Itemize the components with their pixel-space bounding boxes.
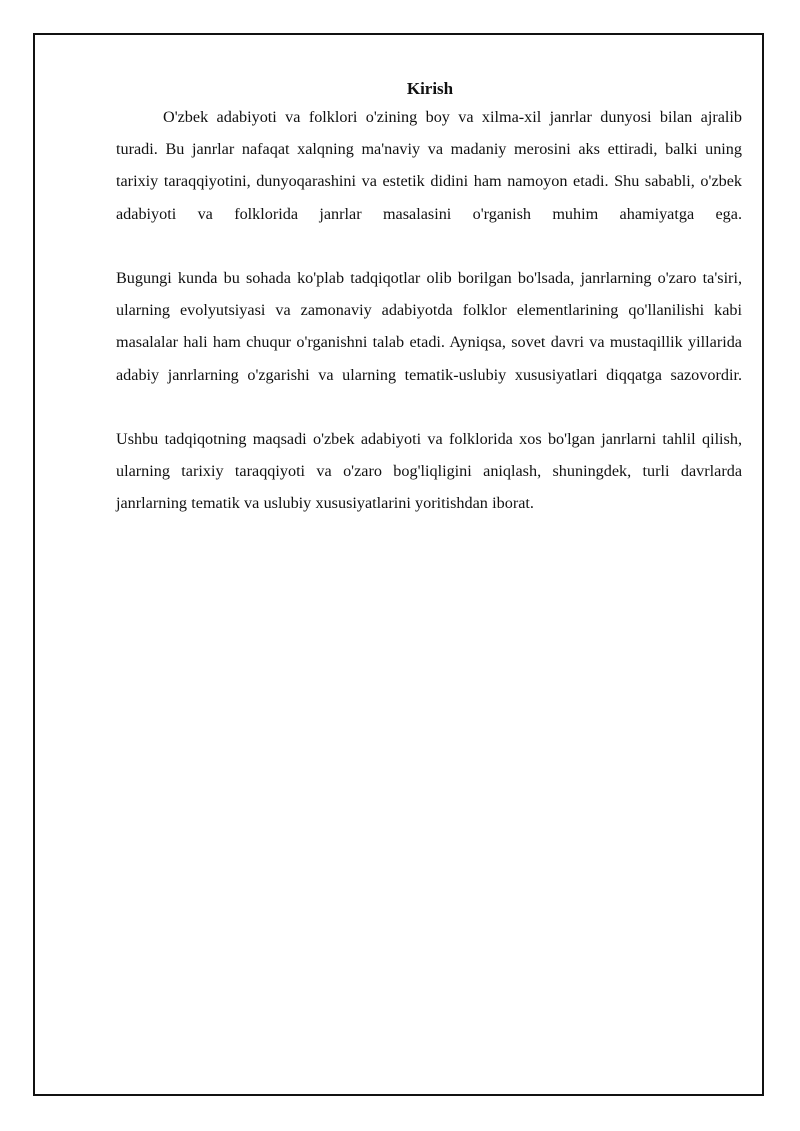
paragraph-research-context: Bugungi kunda bu sohada ko'plab tadqiqotlar olib borilgan bo'lsada, janrlarning o'zaro ta'siri, ularning evolyutsiyasi va zamonaviy adabiyotda folklor elementlarining qo'llanilishi kabi masalalar hali ham chuqur o'rganishni talab etadi. Ayniqsa, sovet davri va mustaqillik yillarida adabiy janrlarning o'zgarishi va ularning tematik-uslubiy xususiyatlari diqqatga sazovordir.	[116, 269, 742, 384]
paragraph-research-goal: Ushbu tadqiqotning maqsadi o'zbek adabiyoti va folklorida xos bo'lgan janrlarni tahlil qilish, ularning tarixiy taraqqiyoti va o'zaro bog'liqligini aniqlash, shuningdek, turli davrlarda janrlarning tematik va uslubiy xususiyatlarini yoritishdan iborat.	[116, 430, 742, 513]
paragraph-introduction: O'zbek adabiyoti va folklori o'zining boy va xilma-xil janrlar dunyosi bilan ajralib turadi. Bu janrlar nafaqat xalqning ma'naviy va madaniy merosini aks ettiradi, balki uning tarixiy taraqqiyotini, dunyoqarashini va estetik didini ham namoyon etadi. Shu sababli, o'zbek adabiyoti va folklorida janrlar masalasini o'rganish muhim ahamiyatga ega.	[116, 108, 742, 223]
document-title: Kirish	[406, 79, 454, 98]
document-body	[116, 78, 742, 520]
